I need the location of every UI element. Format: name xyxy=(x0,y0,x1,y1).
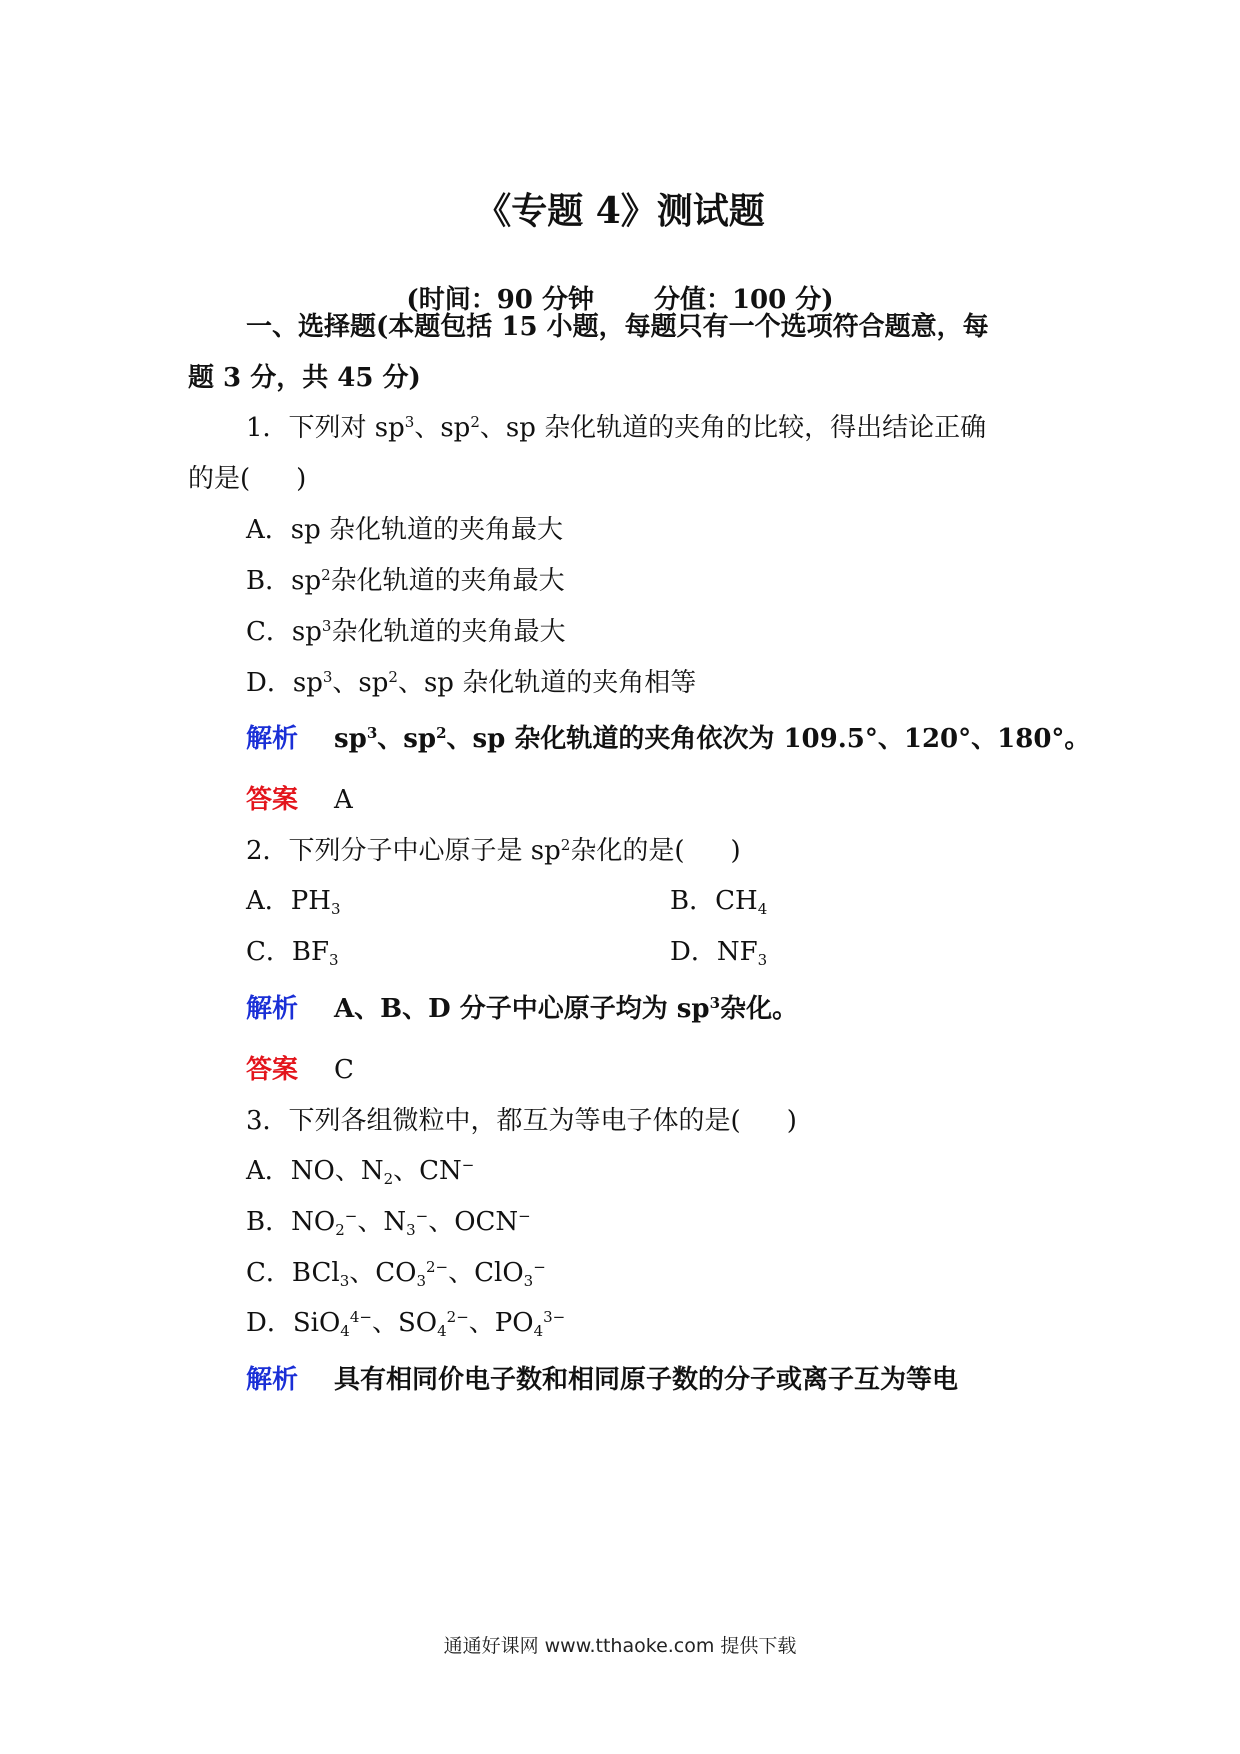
q1-option-d: D．$sp^3$、$sp^2$、sp 杂化轨道的夹角相等 xyxy=(246,668,697,698)
answer-label: 答案 xyxy=(246,785,299,815)
answer-label: 答案 xyxy=(246,1055,299,1085)
q2-option-b: B．$CH_4$ xyxy=(670,886,768,918)
q2-option-a: A．$PH_3$ xyxy=(246,886,341,918)
total-score: 分值：100 分) xyxy=(653,285,834,315)
q3-stem: 3．下列各组微粒中，都互为等电子体的是( ) xyxy=(246,1106,797,1136)
q3-option-d: D．SiO$_4^{4-}$、$SO_4^{2-}$、$PO_4^{3-}$ xyxy=(246,1308,566,1340)
q1-analysis: 解析 $sp^3$、$sp^2$、sp 杂化轨道的夹角依次为 109.5°、120°、180°。 xyxy=(246,724,1091,754)
q3-option-c: C．BCl$_3$、$CO_3^{2-}$、ClO$_3$− xyxy=(246,1258,546,1290)
section-heading-line1: 一、选择题(本题包括 15 小题，每题只有一个选项符合题意，每 xyxy=(246,312,989,342)
analysis-label: 解析 xyxy=(246,1365,299,1395)
q1-option-a: A．sp 杂化轨道的夹角最大 xyxy=(246,515,564,545)
q2-option-d: D．$NF_3$ xyxy=(670,937,768,969)
q2-stem: 2．下列分子中心原子是 $sp^2$杂化的是( ) xyxy=(246,836,741,866)
section-heading-line2: 题 3 分，共 45 分) xyxy=(188,363,421,393)
analysis-label: 解析 xyxy=(246,994,299,1024)
q3-option-b: B．$NO_2^-$、$N_3^-$、OCN− xyxy=(246,1207,531,1239)
footer-source: 通通好课网 www.tthaoke.com 提供下载 xyxy=(443,1635,797,1657)
q1-answer: 答案 A xyxy=(246,785,353,815)
q1-option-c: C．$sp^3$杂化轨道的夹角最大 xyxy=(246,617,566,647)
q3-analysis: 解析 具有相同价电子数和相同原子数的分子或离子互为等电 xyxy=(246,1365,959,1395)
q2-option-c: C．$BF_3$ xyxy=(246,937,339,969)
q1-option-b: B．$sp^2$杂化轨道的夹角最大 xyxy=(246,566,565,596)
q2-answer: 答案 C xyxy=(246,1055,354,1085)
q2-analysis: 解析 A、B、D 分子中心原子均为 $sp^3$杂化。 xyxy=(246,994,799,1024)
analysis-label: 解析 xyxy=(246,724,299,754)
time-limit: (时间：90 分钟 xyxy=(406,285,594,315)
exam-info xyxy=(0,279,1240,316)
q1-stem: 1．下列对 $sp^3$、$sp^2$、sp 杂化轨道的夹角的比较，得出结论正确 xyxy=(246,413,987,443)
q1-stem-line2: 的是( ) xyxy=(188,464,307,494)
page-title: 《专题 4》测试题 xyxy=(475,190,765,232)
q3-option-a: A．NO、$N_2$、CN− xyxy=(246,1156,475,1188)
